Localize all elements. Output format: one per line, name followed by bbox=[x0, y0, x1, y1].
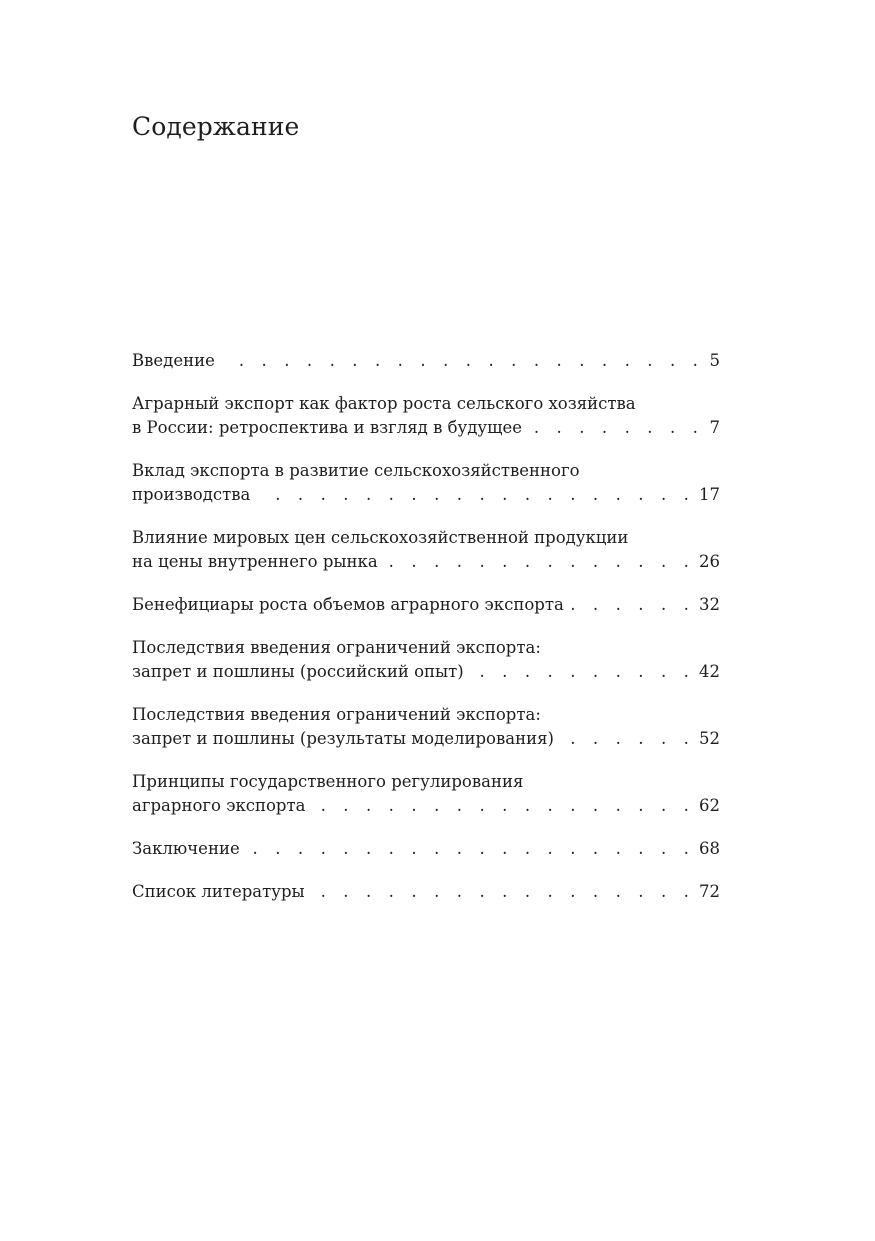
toc-page-number: 68 bbox=[699, 839, 720, 858]
dot-leader bbox=[313, 794, 695, 818]
toc-line bbox=[132, 593, 720, 617]
toc-page-number: 52 bbox=[699, 729, 720, 748]
toc-page-number: 42 bbox=[699, 662, 720, 681]
toc-line bbox=[132, 770, 720, 794]
toc-entry[interactable] bbox=[132, 526, 720, 574]
toc-line bbox=[132, 794, 720, 818]
dot-leader bbox=[223, 349, 704, 373]
toc-entry[interactable] bbox=[132, 703, 720, 751]
toc-entry-title: Последствия введения ограничений экспорта: bbox=[132, 705, 541, 724]
toc-entry-title: на цены внутреннего рынка bbox=[132, 552, 378, 571]
toc-line bbox=[132, 660, 720, 684]
dot-leader bbox=[248, 837, 695, 861]
toc-entry[interactable] bbox=[132, 349, 720, 373]
toc-entry-title: аграрного экспорта bbox=[132, 796, 306, 815]
toc-entry[interactable] bbox=[132, 837, 720, 861]
toc-entry-title: Бенефициары роста объемов аграрного экспорта bbox=[132, 595, 564, 614]
toc-entry-title: Вклад экспорта в развитие сельскохозяйственного bbox=[132, 461, 580, 480]
toc-line bbox=[132, 550, 720, 574]
toc-line bbox=[132, 837, 720, 861]
toc-entry-title: Список литературы bbox=[132, 882, 305, 901]
toc-entry-title: запрет и пошлины (российский опыт) bbox=[132, 662, 464, 681]
dot-leader bbox=[562, 727, 695, 751]
dot-leader bbox=[572, 593, 695, 617]
toc-entry[interactable] bbox=[132, 636, 720, 684]
toc-line bbox=[132, 727, 720, 751]
toc-line bbox=[132, 459, 720, 483]
toc-line bbox=[132, 636, 720, 660]
toc-entry[interactable] bbox=[132, 593, 720, 617]
toc-entry[interactable] bbox=[132, 770, 720, 818]
dot-leader bbox=[472, 660, 695, 684]
toc-page-number: 72 bbox=[699, 882, 720, 901]
toc-entry[interactable] bbox=[132, 880, 720, 904]
dot-leader bbox=[258, 483, 695, 507]
toc-line bbox=[132, 483, 720, 507]
toc-entry-title: Влияние мировых цен сельскохозяйственной продукции bbox=[132, 528, 629, 547]
table-of-contents bbox=[132, 349, 720, 923]
toc-entry-title: производства bbox=[132, 485, 251, 504]
toc-entry-title: Принципы государственного регулирования bbox=[132, 772, 524, 791]
toc-entry[interactable] bbox=[132, 392, 720, 440]
toc-page-number: 5 bbox=[709, 351, 720, 370]
page-title: Содержание bbox=[132, 112, 300, 141]
toc-entry-title: Введение bbox=[132, 351, 215, 370]
toc-line bbox=[132, 526, 720, 550]
toc-line bbox=[132, 349, 720, 373]
toc-entry-title: Заключение bbox=[132, 839, 240, 858]
dot-leader bbox=[530, 416, 704, 440]
toc-entry-title: Последствия введения ограничений экспорта: bbox=[132, 638, 541, 657]
toc-entry-title: в России: ретроспектива и взгляд в будущее bbox=[132, 418, 522, 437]
toc-page-number: 26 bbox=[699, 552, 720, 571]
toc-page-number: 17 bbox=[699, 485, 720, 504]
toc-page-number: 7 bbox=[709, 418, 720, 437]
toc-page-number: 62 bbox=[699, 796, 720, 815]
dot-leader bbox=[386, 550, 695, 574]
toc-entry-title: запрет и пошлины (результаты моделирования) bbox=[132, 729, 554, 748]
toc-entry[interactable] bbox=[132, 459, 720, 507]
toc-line bbox=[132, 392, 720, 416]
dot-leader bbox=[313, 880, 695, 904]
toc-line bbox=[132, 703, 720, 727]
toc-entry-title: Аграрный экспорт как фактор роста сельского хозяйства bbox=[132, 394, 636, 413]
toc-page-number: 32 bbox=[699, 595, 720, 614]
toc-line bbox=[132, 416, 720, 440]
toc-line bbox=[132, 880, 720, 904]
